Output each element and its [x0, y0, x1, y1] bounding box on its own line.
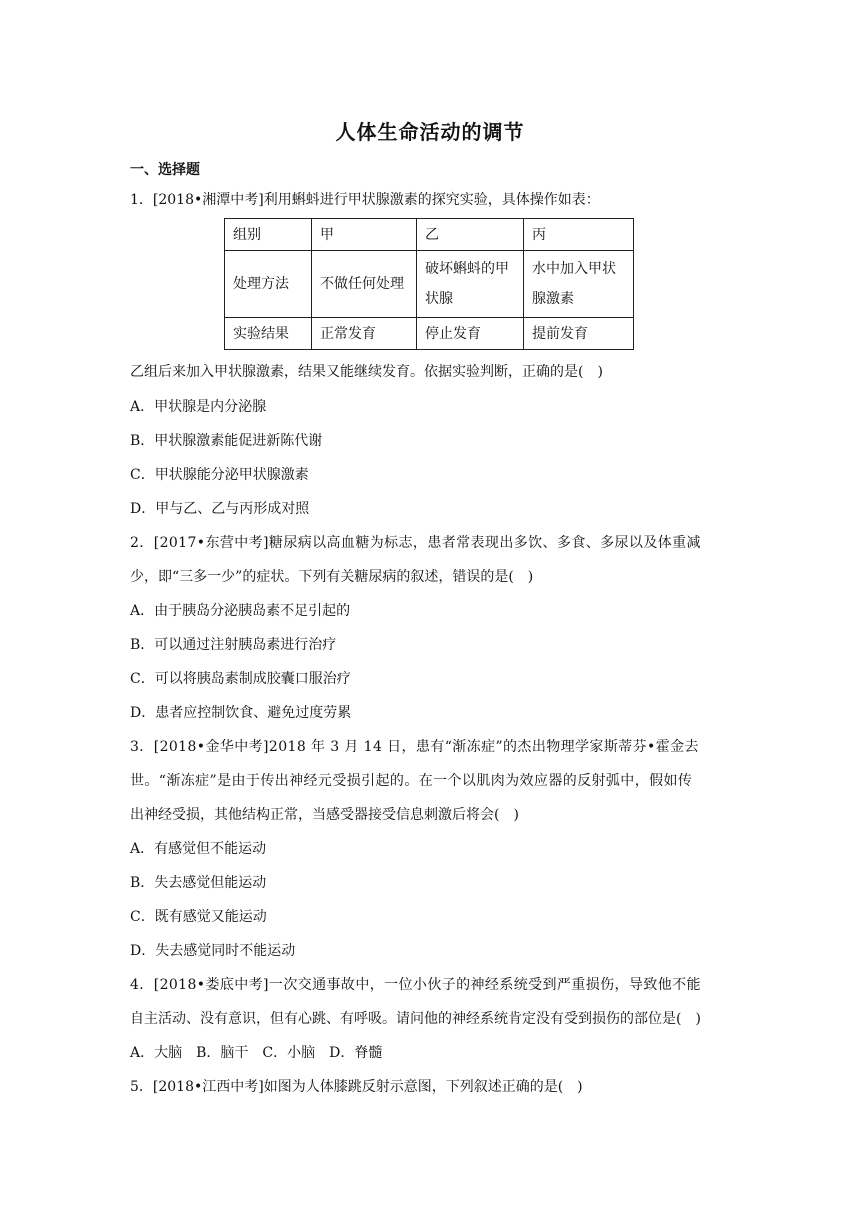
experiment-table: [224, 218, 634, 350]
q1-option-d: D．甲与乙、乙与丙形成对照: [130, 501, 310, 517]
table-cell: 破坏蝌蚪的甲状腺: [417, 251, 524, 318]
table-cell: 甲: [312, 219, 417, 251]
table-cell: 丙: [524, 219, 634, 251]
table-row: [225, 251, 634, 318]
table-cell: 水中加入甲状腺激素: [524, 251, 634, 318]
q3-stem-line-2: 世。“渐冻症”是由于传出神经元受损引起的。在一个以肌肉为效应器的反射弧中，假如传: [130, 773, 693, 789]
table-cell: 组别: [225, 219, 312, 251]
table-cell: 停止发育: [417, 318, 524, 350]
table-cell: 实验结果: [225, 318, 312, 350]
table-cell: 处理方法: [225, 251, 312, 318]
table-cell: 正常发育: [312, 318, 417, 350]
q2-stem-line-1: 2．[2017•东营中考]糖尿病以高血糖为标志，患者常表现出多饮、多食、多尿以及体重减: [130, 535, 701, 551]
table-row: [225, 219, 634, 251]
q1-option-c: C．甲状腺能分泌甲状腺激素: [130, 467, 309, 483]
q1-option-b: B．甲状腺激素能促进新陈代谢: [130, 433, 323, 449]
q4-stem-line-1: 4．[2018•娄底中考]一次交通事故中，一位小伙子的神经系统受到严重损伤，导致他不能: [130, 977, 701, 993]
q3-option-a: A．有感觉但不能运动: [130, 841, 267, 857]
table-cell: 提前发育: [524, 318, 634, 350]
table-cell: 不做任何处理: [312, 251, 417, 318]
q2-stem-line-2: 少，即“三多一少”的症状。下列有关糖尿病的叙述，错误的是( ): [130, 569, 534, 585]
page-title: 人体生命活动的调节: [335, 120, 525, 144]
table-cell: 乙: [417, 219, 524, 251]
q3-option-c: C．既有感觉又能运动: [130, 909, 267, 925]
q2-option-a: A．由于胰岛分泌胰岛素不足引起的: [130, 603, 351, 619]
q2-option-c: C．可以将胰岛素制成胶囊口服治疗: [130, 671, 351, 687]
q1-stem: 1．[2018•湘潭中考]利用蝌蚪进行甲状腺激素的探究实验，具体操作如表：: [130, 192, 600, 208]
table-row: [225, 318, 634, 350]
q4-options: A．大脑 B．脑干 C．小脑 D．脊髓: [130, 1045, 383, 1061]
q3-stem-line-3: 出神经受损，其他结构正常，当感受器接受信息刺激后将会( ): [130, 807, 519, 823]
q3-option-b: B．失去感觉但能运动: [130, 875, 267, 891]
section-heading: 一、选择题: [130, 162, 200, 178]
q1-after-text: 乙组后来加入甲状腺激素，结果又能继续发育。依据实验判断，正确的是( ): [130, 364, 603, 380]
q4-stem-line-2: 自主活动、没有意识，但有心跳、有呼吸。请问他的神经系统肯定没有受到损伤的部位是( ): [130, 1011, 701, 1027]
q5-stem: 5．[2018•江西中考]如图为人体膝跳反射示意图，下列叙述正确的是( ): [130, 1079, 583, 1095]
q3-option-d: D．失去感觉同时不能运动: [130, 943, 296, 959]
q3-stem-line-1: 3．[2018•金华中考]2018 年 3 月 14 日，患有“渐冻症”的杰出物理学家斯蒂芬•霍金去: [130, 739, 699, 755]
q1-option-a: A．甲状腺是内分泌腺: [130, 399, 267, 415]
q2-option-d: D．患者应控制饮食、避免过度劳累: [130, 705, 352, 721]
q2-option-b: B．可以通过注射胰岛素进行治疗: [130, 637, 337, 653]
